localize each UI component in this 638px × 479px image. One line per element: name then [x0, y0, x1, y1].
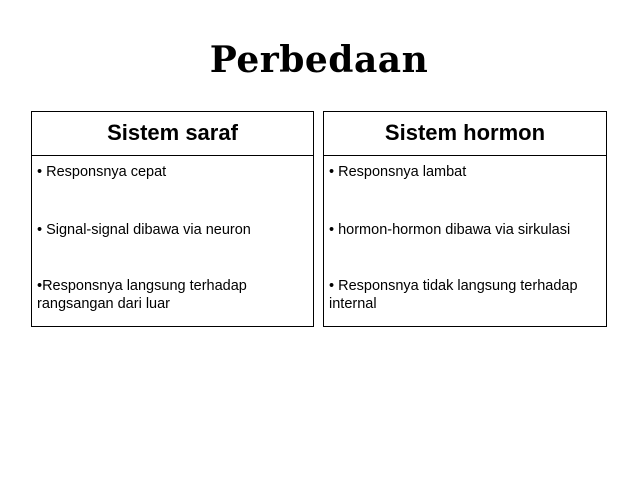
- list-item: •Responsnya langsung terhadap rangsangan dari luar: [37, 278, 247, 312]
- panel-sistem-hormon: [323, 111, 607, 327]
- list-item: • Responsnya tidak langsung terhadap internal: [329, 278, 578, 312]
- list-item: • Signal-signal dibawa via neuron: [37, 222, 251, 238]
- panel-heading: Sistem hormon: [324, 112, 606, 156]
- list-item: • hormon-hormon dibawa via sirkulasi: [329, 222, 571, 238]
- list-item: • Responsnya lambat: [329, 164, 467, 180]
- panel-sistem-saraf: [31, 111, 314, 327]
- page-title: Perbedaan: [209, 39, 429, 81]
- list-item: • Responsnya cepat: [37, 164, 167, 180]
- panel-heading: Sistem saraf: [32, 112, 313, 156]
